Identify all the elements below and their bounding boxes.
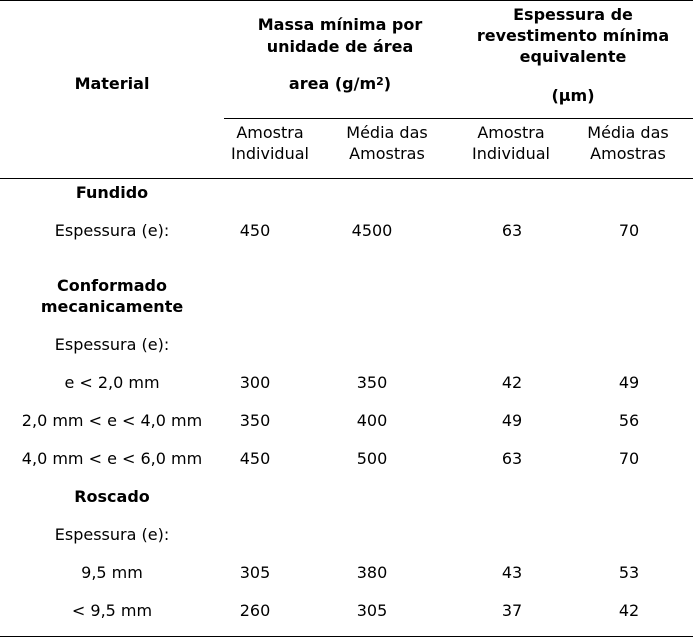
row-label: Espessura (e):	[54, 221, 170, 240]
row-label: 9,5 mm	[81, 563, 143, 582]
thickness-individual-value: 37	[501, 601, 523, 620]
bottom-rule	[0, 636, 693, 637]
row-label: Espessura (e):	[54, 335, 170, 354]
material-header: Material	[74, 74, 150, 93]
thickness-individual-value: 63	[501, 221, 523, 240]
mass-average-value: 380	[356, 563, 388, 582]
thickness-header-unit: (µm)	[551, 86, 595, 105]
thickness-individual-value: 49	[501, 411, 523, 430]
subheader-mass-individual-2: Individual	[231, 144, 309, 163]
thickness-header-line2: revestimento mínima	[476, 26, 670, 45]
mass-individual-value: 450	[239, 221, 271, 240]
row-label: e < 2,0 mm	[64, 373, 160, 392]
thickness-average-value: 49	[618, 373, 640, 392]
section-title-roscado: Roscado	[74, 487, 150, 506]
mass-header-line1: Massa mínima por	[257, 15, 423, 34]
thickness-average-value: 70	[618, 449, 640, 468]
section-title-fundido: Fundido	[75, 183, 149, 202]
thickness-individual-value: 63	[501, 449, 523, 468]
subheader-thickness-individual-2: Individual	[472, 144, 550, 163]
row-label: Espessura (e):	[54, 525, 170, 544]
mass-header-unit: area $(g/m^2)$	[288, 74, 392, 93]
subheader-mass-average-2: Amostras	[349, 144, 425, 163]
mass-individual-value: 300	[239, 373, 271, 392]
mass-average-value: 350	[356, 373, 388, 392]
row-label: 2,0 mm < e < 4,0 mm	[21, 411, 203, 430]
subheader-mass-average-1: Média das	[346, 123, 428, 142]
mass-header-line2: unidade de área	[266, 37, 414, 56]
row-label: < 9,5 mm	[71, 601, 153, 620]
thickness-individual-value: 42	[501, 373, 523, 392]
subheader-thickness-individual-1: Amostra	[477, 123, 545, 142]
subheader-mass-individual-1: Amostra	[236, 123, 304, 142]
section-title-conformado-line2: mecanicamente	[40, 297, 184, 316]
header-bottom-rule	[0, 178, 693, 179]
mass-average-value: 400	[356, 411, 388, 430]
thickness-average-value: 56	[618, 411, 640, 430]
subheader-thickness-average-1: Média das	[587, 123, 669, 142]
mass-individual-value: 260	[239, 601, 271, 620]
group-header-rule	[224, 118, 693, 119]
mass-average-value: 4500	[351, 221, 393, 240]
row-label: 4,0 mm < e < 6,0 mm	[21, 449, 203, 468]
subheader-thickness-average-2: Amostras	[590, 144, 666, 163]
thickness-header-line3: equivalente	[519, 47, 627, 66]
thickness-average-value: 53	[618, 563, 640, 582]
mass-individual-value: 450	[239, 449, 271, 468]
mass-individual-value: 305	[239, 563, 271, 582]
mass-individual-value: 350	[239, 411, 271, 430]
top-rule	[0, 0, 693, 1]
section-title-conformado-line1: Conformado	[57, 276, 167, 295]
mass-average-value: 305	[356, 601, 388, 620]
thickness-header-line1: Espessura de	[513, 5, 633, 24]
mass-average-value: 500	[356, 449, 388, 468]
thickness-average-value: 42	[618, 601, 640, 620]
thickness-average-value: 70	[618, 221, 640, 240]
thickness-individual-value: 43	[501, 563, 523, 582]
